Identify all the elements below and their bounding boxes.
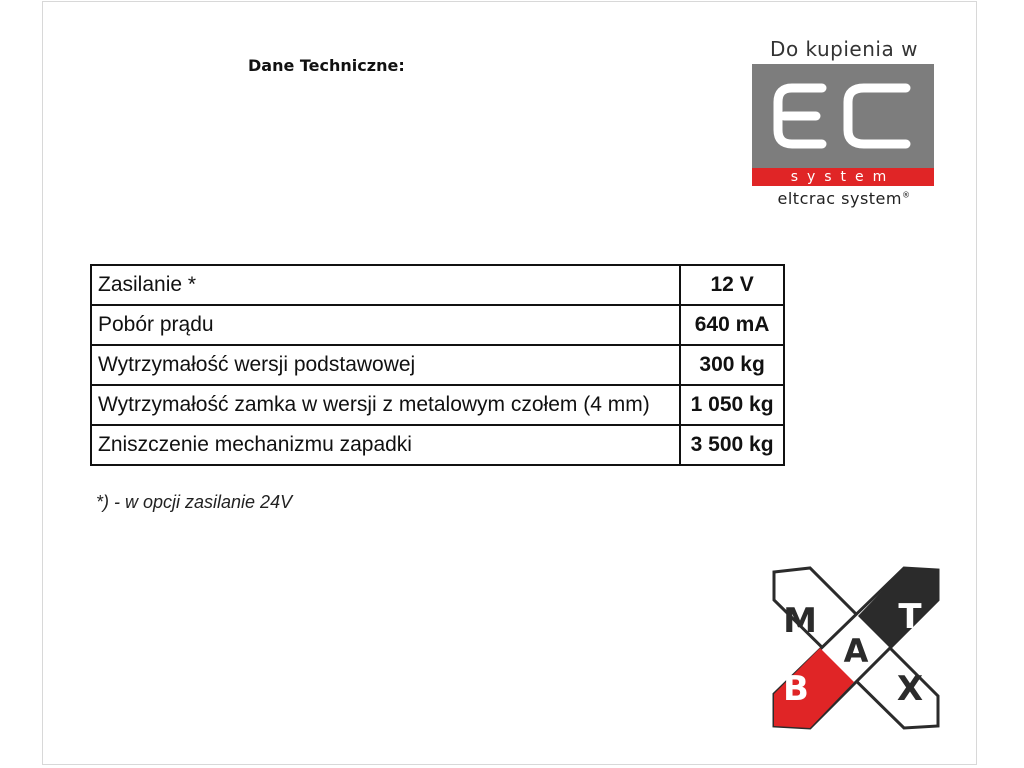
matbax-logo	[770, 566, 942, 730]
ec-logo-subtitle-text: eltcrac system	[777, 189, 902, 208]
spec-label: Zasilanie *	[91, 265, 680, 305]
spec-table	[90, 264, 785, 466]
table-row	[91, 305, 784, 345]
ec-system-logo	[752, 38, 936, 208]
table-row	[91, 345, 784, 385]
matbax-letter-t: T	[898, 597, 922, 637]
spec-label: Wytrzymałość wersji podstawowej	[91, 345, 680, 385]
ec-logo-mark	[752, 64, 934, 168]
spec-label: Wytrzymałość zamka w wersji z metalowym czołem (4 mm)	[91, 385, 680, 425]
table-row	[91, 425, 784, 465]
spec-value: 1 050 kg	[680, 385, 784, 425]
page-title: Dane Techniczne:	[248, 56, 405, 75]
spec-label: Pobór prądu	[91, 305, 680, 345]
ec-logo-subtitle	[752, 189, 936, 208]
ec-logo-top-text: Do kupienia w	[770, 37, 918, 61]
matbax-letter-a: A	[843, 632, 869, 670]
spec-label: Zniszczenie mechanizmu zapadki	[91, 425, 680, 465]
table-row	[91, 385, 784, 425]
spec-value: 300 kg	[680, 345, 784, 385]
registered-mark: ®	[901, 190, 911, 200]
footnote: *) - w opcji zasilanie 24V	[96, 492, 293, 512]
matbax-letter-b: B	[783, 669, 809, 709]
spec-value: 3 500 kg	[680, 425, 784, 465]
table-row	[91, 265, 784, 305]
spec-value: 640 mA	[680, 305, 784, 345]
spec-value: 12 V	[680, 265, 784, 305]
matbax-letter-m: M	[783, 601, 817, 641]
ec-logo-band: system	[752, 168, 934, 186]
matbax-letter-x: X	[896, 669, 924, 709]
ec-logo-glyph	[752, 64, 934, 168]
